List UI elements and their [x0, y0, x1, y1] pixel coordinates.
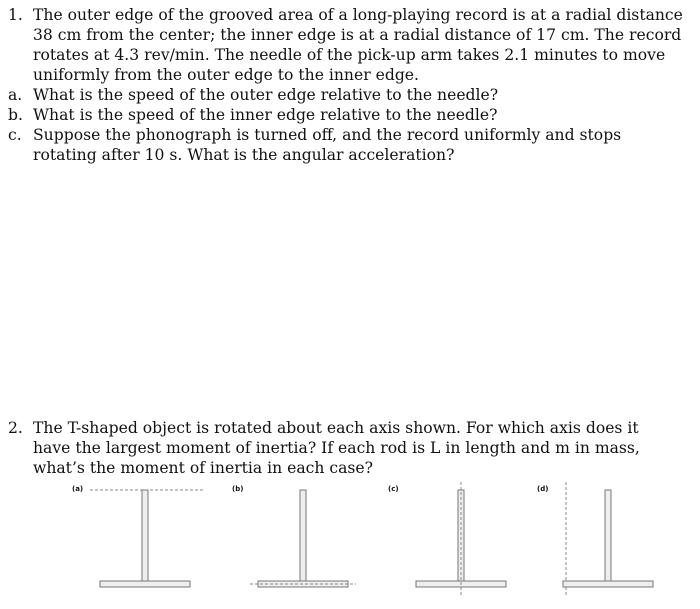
diagram-d	[537, 482, 653, 596]
question-1-text: The outer edge of the grooved area of a long-playing record is at a radial distance 38 cm from the center; the inner edge is at a radial distance of 17 cm. The record rotates at 4.3 rev/min. The needle of the pick-up arm takes 2.1 minutes to move uniformly from the outer edge to the inner edge.	[33, 6, 683, 84]
part-c-text: Suppose the phonograph is turned off, and the record uniformly and stops rotating after 10 s. What is the angular acceleration?	[33, 126, 622, 164]
question-2-number: 2.	[8, 419, 23, 437]
question-1-part-b	[8, 105, 698, 125]
part-b-letter: b.	[8, 106, 23, 124]
question-1-part-c	[8, 125, 698, 165]
diagram-c	[388, 482, 506, 596]
label-b: (b)	[232, 485, 244, 493]
part-a-text: What is the speed of the outer edge relative to the needle?	[33, 86, 499, 104]
question-2-text: The T-shaped object is rotated about each axis shown. For which axis does it have the largest moment of inertia? If each rod is L in length and m in mass, what’s the moment of inertia in each case?	[33, 419, 640, 477]
part-b-text: What is the speed of the inner edge relative to the needle?	[33, 106, 498, 124]
part-a-letter: a.	[8, 86, 23, 104]
label-d: (d)	[537, 485, 549, 493]
diagram-b	[232, 485, 356, 587]
vertical-rod-d	[605, 490, 611, 582]
label-c: (c)	[388, 485, 399, 493]
horizontal-rod-a	[100, 581, 190, 587]
diagram-a	[72, 485, 205, 587]
part-c-letter: c.	[8, 126, 22, 144]
question-1-part-a	[8, 85, 698, 105]
question-1	[8, 5, 698, 165]
vertical-rod-a	[142, 490, 148, 582]
question-1-stem	[8, 5, 698, 85]
vertical-rod-b	[300, 490, 306, 582]
question-2-stem	[8, 418, 698, 478]
t-shape-figure	[0, 480, 700, 609]
question-2	[8, 418, 698, 478]
horizontal-rod-d	[563, 581, 653, 587]
question-1-number: 1.	[8, 6, 23, 24]
label-a: (a)	[72, 485, 84, 493]
